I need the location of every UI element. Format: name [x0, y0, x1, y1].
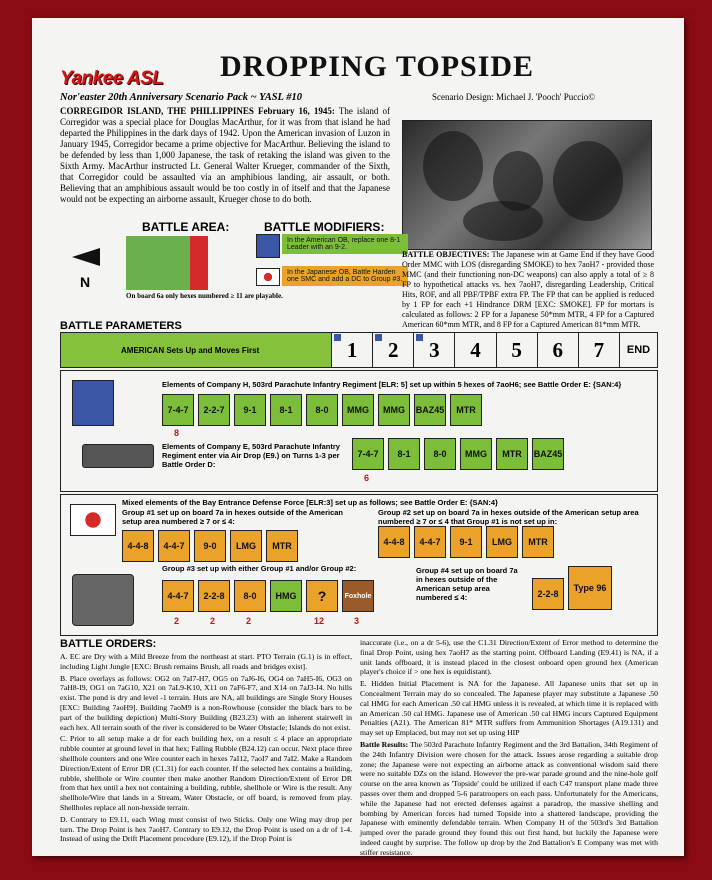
battle-orders-right	[360, 638, 658, 860]
jp-counter: 4-4-7	[158, 530, 190, 562]
rising-sun-icon	[256, 268, 280, 286]
japanese-group1-text: Group #1 set up on board 7a in hexes outside of the American setup area numbered ≥ 7 or ≤ 4:	[122, 508, 344, 526]
american-modifier: In the American OB, replace one 8-1 Leader with an 9-2.	[282, 234, 408, 254]
japanese-group3-text: Group #3 set up with either Group #1 and/or Group #2:	[162, 564, 357, 573]
objectives-label: BATTLE OBJECTIVES:	[402, 250, 490, 259]
battle-modifiers-title: BATTLE MODIFIERS:	[264, 220, 385, 234]
order-d-cont: inaccurate (i.e., on a dr 5-6), use the C1.31 Direction/Extent of Error method to determine the final Drop Point, using hex 7aoH7 as the starting point. Offboard Landing (E9.41) is NA, if a unit lands offboard, it is instead placed in the closest onboard open ground hex (American player's choice if > one hex is equidistant).	[360, 638, 658, 677]
setup-text: AMERICAN Sets Up and Moves First	[121, 345, 260, 355]
jp-counter: 9-1	[450, 526, 482, 558]
us-counter: MMG	[342, 394, 374, 426]
order-a: A. EC are Dry with a Mild Breeze from the northeast at start. PTO Terrain (G.1) is in effect, including Light Jungle [EXC: Brush remains Brush, all roads and bridges exist].	[60, 652, 352, 671]
jp-counter: MTR	[266, 530, 298, 562]
order-b: B. Place overlays as follows: OG2 on 7aI7-H7, OG5 on 7aJ6-I6, OG4 on 7aH5-I6, OG3 on 7aH8-I9, OG1 on 7aG10, X21 on 7aL9-K10, X11 on 7aF6-F7, and X14 on 7aJ3-I4. No hills exist. The pond is dry and level -1 terrain. Huts are NA, all buildings are Single Story Houses [EXC: Building 7aoH9]. Building 7aoM9 is a non-Rowhouse (consider the black bars to be part of the building depiction) Multi-Story Building (B23.23) with an inherent stairwell in each hex. All terrain south of the river is considered to be Water Obstacle; Islands do not exist.	[60, 673, 352, 732]
us-counter: 9-1	[234, 394, 266, 426]
paratrooper-photo	[402, 120, 652, 250]
turn-box: 2	[372, 333, 413, 367]
north-label: N	[80, 274, 91, 290]
american-group1-text: Elements of Company H, 503rd Parachute Infantry Regiment [ELR: 5] set up within 5 hexes of 7aoH6; see Battle Order E: {SAN:4}	[162, 380, 622, 389]
turn-box: 3	[413, 333, 454, 367]
jp-counter: LMG	[486, 526, 518, 558]
japanese-group4-text: Group #4 set up on board 7a in hexes outside of the American setup area numbered ≤ 4:	[416, 566, 518, 602]
jp-counter: MTR	[522, 526, 554, 558]
battle-objectives	[402, 250, 654, 330]
us-counter: MTR	[496, 438, 528, 470]
end-box: END	[619, 333, 657, 367]
battle-parameters-title: BATTLE PARAMETERS	[60, 320, 182, 332]
turn-box: 6	[537, 333, 578, 367]
intro-text	[60, 106, 390, 205]
hmg-counter: HMG	[270, 580, 302, 612]
turn-box: 7	[578, 333, 619, 367]
us-counter: 7-4-7	[352, 438, 384, 470]
battle-area-title: BATTLE AREA:	[142, 220, 230, 234]
battle-area-note: On board 6a only hexes numbered ≥ 11 are playable.	[126, 292, 283, 300]
japanese-modifier: In the Japanese OB, Battle Harden one SMC and add a DC to Group #3.	[282, 266, 408, 286]
jp-counter: 2-2-8	[532, 578, 564, 610]
us-counter: 8-0	[306, 394, 338, 426]
submachine-gun-icon	[82, 444, 154, 468]
rising-sun-flag-icon	[70, 504, 116, 536]
turn-box: 4	[454, 333, 495, 367]
us-counter: 7-4-7	[162, 394, 194, 426]
order-d: D. Contrary to E9.11, each Wing must consist of two Sticks. Only one Wing may drop per turn. The Drop Point is hex 7aoH7. Contrary to E9.12, the Drop Point is used on a dr of 1-4. Instead of using the Drift Placement procedure (E9.12), if the Drop Point is	[60, 814, 352, 844]
us-counter: MMG	[378, 394, 410, 426]
scenario-title: DROPPING TOPSIDE	[219, 50, 535, 83]
jp-counter: 4-4-7	[414, 526, 446, 558]
unit-count: 8	[174, 428, 180, 438]
turn-box: 5	[496, 333, 537, 367]
unit-count: 12	[314, 616, 325, 626]
setup-cell	[61, 333, 331, 367]
scenario-card	[32, 18, 684, 856]
unit-count: 2	[174, 616, 180, 626]
intro-body: The island of Corregidor was a special place for Douglas MacArthur, for it was from that island he had departed the Philippines in the dark days of 1942. Upon the American invasion of Luzon in January 1945, Corregidor became a prime objective for MacArthur. Believing the island to be defended by less than 1,000 Japanese, the task of retaking the island was given to the Sixth Army. MacArthur instructed Lt. General Walter Krueger, commander of the Sixth, that Corregidor could be assaulted via an amphibious landing, air assault, or both. Believing that an amphibious assault would be too costly in of itself and that the Japanese would not be expecting an airborne assault, Krueger chose to do both.	[60, 106, 390, 204]
us-division-emblem-icon	[256, 234, 280, 258]
order-c: C. Prior to all setup make a dr for each building hex, on a result ≤ 4 place an appropriate rubble counter at ground level in that hex; Falling Rubble (B24.12) can occur. Next place three shellhole counters and one Wire counter each in hexes 7aI12, 7aoI7 and 7aI2. Make a Random Direction/Extent of Error DR (C1.31) for each counter. If the selected hex contains a building, rubble, shellhole or Wire counter then make another Random Direction/Extent of Error DR from that hex until a hex not containing a building, rubble, shellhole or Wire is the result. Any shellhole/Wire that lands in a Stream, Water Obstacle, or off board, is removed from play. Shellholes replace all non-hexside terrain.	[60, 734, 352, 812]
japanese-header: Mixed elements of the Bay Entrance Defense Force [ELR:3] set up as follows; see Battle Order E: {SAN:4}	[122, 498, 498, 507]
turn-track	[60, 332, 658, 368]
battle-area-map	[126, 236, 208, 290]
type96-counter: Type 96	[568, 566, 612, 610]
jp-counter: ?	[306, 580, 338, 612]
jp-counter: 9-0	[194, 530, 226, 562]
aa-gun-icon	[72, 574, 134, 626]
battle-results: Battle Results: The 503rd Parachute Infantry Regiment and the 3rd Battalion, 34th Regiment of the 24th Infantry Division were chosen for the attack. Issues arose regarding a suitable drop zone; the Japanese were not expecting an airborne attack as conventional wisdom said there were no suitable DZs on the island. However the pre-war parade ground and the nine-hole golf course on the area known as 'Topside' could be utilized if each C47 transport plane made three passes over them and dropped 5-6 paratroopers on each pass. Unfortunately for the Americans, while the Japanese had not erected defenses against a paradrop, the massive shelling and bombing by American forces had turned Topside into a shattered landscape, providing the Japanese with eminently defendable terrain. When Company H of the 503rd's 3rd Battalion jumped over the parade ground they found this out first hand, but luckily the Japanese were indeed caught by surprise. The follow up drop by the 2nd Battalion's E Company was met with stiffer resistance.	[360, 739, 658, 857]
jp-counter: 2-2-8	[198, 580, 230, 612]
jp-counter: 8-0	[234, 580, 266, 612]
order-e: E. Hidden Initial Placement is NA for the Japanese. All Japanese units that set up in Concealment Terrain may do so concealed. The Japanese player may substitute a Japanese .50 cal HMG for each American .50 cal HMG unless it is revealed, at which time it is replaced with an American .50 cal HMG. Japanese use of American .50 cal HMG incurs Captured Equipment Penalties (A21). The American 81* MTR suffers from Ammunition Shortages (A19.131) and may set up Emplaced, but may not set up using HIP	[360, 679, 658, 738]
foxhole-counter: Foxhole	[342, 580, 374, 612]
jp-counter: 4-4-8	[122, 530, 154, 562]
unit-count: 3	[354, 616, 360, 626]
us-counter: BAZ45	[414, 394, 446, 426]
us-counter: 8-1	[270, 394, 302, 426]
us-counter: 2-2-7	[198, 394, 230, 426]
us-counter: BAZ45	[532, 438, 564, 470]
us-counter: MTR	[450, 394, 482, 426]
yasl-logo: Yankee ASL	[60, 68, 164, 89]
us-division-emblem-icon	[72, 380, 114, 426]
battle-orders-title: BATTLE ORDERS:	[60, 638, 157, 650]
scenario-subtitle: Nor'easter 20th Anniversary Scenario Pack ~ YASL #10	[60, 92, 302, 103]
us-counter: 8-1	[388, 438, 420, 470]
jp-counter: 4-4-7	[162, 580, 194, 612]
scenario-designer: Scenario Design: Michael J. 'Pooch' Puccio©	[432, 92, 596, 102]
jp-counter: LMG	[230, 530, 262, 562]
north-arrow-icon	[72, 248, 100, 266]
american-group2-text: Elements of Company E, 503rd Parachute Infantry Regiment enter via Air Drop (E9.) on Turns 1-3 per Battle Order D:	[162, 442, 340, 469]
unit-count: 2	[246, 616, 252, 626]
objectives-text: The Japanese win at Game End if they have Good Order MMC with LOS (disregarding SMOKE) to hex 7aoH7 - provided those MMC (and their functioning non-DC weapons) can also apply a total of ≥ 8 FP to hypothetical attacks vs. hex 7aoH7, disregarding Leadership, Critical Hits, ROF, and all PBF/TPBF extra FP. The FP that can be applied is reduced by 1 FP for each +1 Hindrance DRM [EXC: SMOKE]. FP for mortars is calculated as follows: 2 FP for a Japanese 50*mm MTR, 4 FP for a Captured American 60*mm MTR, and 8 FP for a Captured American 81*mm MTR.	[402, 250, 654, 329]
japanese-group2-text: Group #2 set up on board 7a in hexes outside of the American setup area numbered ≥ 7 or ≤ 4 that Group #1 is not set up in:	[378, 508, 639, 526]
turn-box: 1	[331, 333, 372, 367]
unit-count: 2	[210, 616, 216, 626]
unit-count: 6	[364, 473, 370, 483]
us-counter: MMG	[460, 438, 492, 470]
us-counter: 8-0	[424, 438, 456, 470]
jp-counter: 4-4-8	[378, 526, 410, 558]
intro-location: CORREGIDOR ISLAND, THE PHILLIPPINES February 16, 1945:	[60, 106, 335, 116]
battle-orders-left	[60, 652, 352, 846]
